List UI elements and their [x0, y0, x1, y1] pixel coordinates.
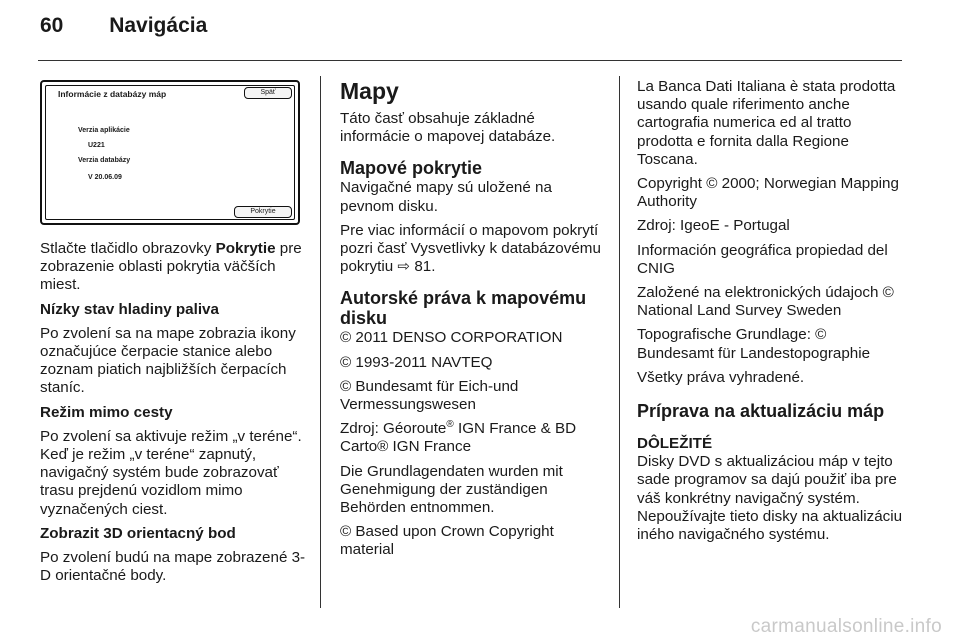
- copyright-italy: La Banca Dati Italiana è stata prodotta usando quale riferimento anche cartografia numerica ed al tratto prodotta e fornita dalla Regione Toscana.: [637, 78, 896, 168]
- page-number: 60: [40, 14, 64, 37]
- coverage-p2: Pre viac informácií o mapovom pokrytí pozri časť Vysvetlivky k databázovému pokrytiu ⇨ 81.: [340, 221, 601, 276]
- fuel-text: Po zvolení sa na mape zobrazia ikony označujúce čerpacie stanice alebo zoznam piatich najbližších čerpacích staníc.: [40, 324, 296, 397]
- view3d-heading: Zobrazit 3D orientacný bod: [40, 524, 236, 542]
- column-2: [340, 78, 606, 566]
- coverage-heading: Mapové pokrytie: [340, 158, 483, 179]
- coverage-instruction: Stlačte tlačidlo obrazovky Pokrytie pre zobrazenie oblasti pokrytia väčších miest.: [40, 240, 302, 294]
- copyright-switzerland: Topografische Grundlage: © Bundesamt für Landestopographie: [637, 326, 871, 362]
- copyright-crown: © Based upon Crown Copyright material: [340, 523, 554, 559]
- view3d-text: Po zvolení budú na mape zobrazené 3-D orientačné body.: [40, 549, 306, 585]
- header-rule: [38, 60, 902, 61]
- screen-frame: [45, 85, 295, 220]
- map-database-screen-figure: [40, 80, 300, 225]
- coverage-button[interactable]: Pokrytie: [234, 206, 292, 218]
- column-divider-1: [320, 76, 321, 608]
- copyright-ign: Zdroj: Géoroute® IGN France & BD Carto® IGN France: [340, 419, 577, 456]
- rights-reserved: Všetky práva vyhradené.: [637, 368, 805, 386]
- watermark: carmanualsonline.info: [750, 616, 942, 637]
- column-1: [40, 240, 306, 591]
- column-divider-2: [619, 76, 620, 608]
- offroad-text: Po zvolení sa aktivuje režim „v teréne“. Keď je režim „v teréne“ zapnutý, navigačný systém bude zobrazovať trasu prejdenú vozidlom mimo vyznačených ciest.: [40, 427, 302, 518]
- important-text: Disky DVD s aktualizáciou máp v tejto sade programov sa dajú použiť iba pre váš konkrétny navigačný systém. Nepoužívajte tieto disky na aktualizáciu iného navigačného systému.: [637, 453, 903, 544]
- copyright-navteq: © 1993-2011 NAVTEQ: [340, 353, 493, 371]
- screen-title: Informácie z databázy máp: [58, 89, 167, 99]
- copyright-authorities: Die Grundlagendaten wurden mit Genehmigung der zuständigen Behörden entnommen.: [340, 462, 563, 517]
- copyright-portugal: Zdroj: IgeoE - Portugal: [637, 217, 790, 235]
- copyright-denso: © 2011 DENSO CORPORATION: [340, 329, 563, 347]
- copyright-heading: Autorské práva k mapovému disku: [340, 288, 587, 329]
- page-title: Navigácia: [109, 14, 208, 37]
- page-header: [40, 14, 207, 38]
- section-title-maps: Mapy: [340, 78, 399, 104]
- db-version-value: V 20.06.09: [88, 174, 122, 181]
- copyright-norway: Copyright © 2000; Norwegian Mapping Authority: [637, 175, 899, 211]
- app-version-value: U221: [88, 142, 105, 149]
- important-label: DÔLEŽITÉ: [637, 435, 713, 453]
- fuel-heading: Nízky stav hladiny paliva: [40, 300, 219, 318]
- column-3: [637, 78, 905, 550]
- copyright-sweden: Založené na elektronických údajoch © National Land Survey Sweden: [637, 284, 894, 320]
- app-version-label: Verzia aplikácie: [78, 127, 130, 134]
- coverage-p1: Navigačné mapy sú uložené na pevnom disku.: [340, 179, 552, 215]
- offroad-heading: Režim mimo cesty: [40, 403, 173, 421]
- back-button[interactable]: Späť: [244, 87, 292, 99]
- arrow-reference-icon: ⇨: [397, 258, 411, 276]
- maps-intro: Táto časť obsahuje základné informácie o mapovej databáze.: [340, 110, 556, 146]
- update-heading: Príprava na aktualizáciu máp: [637, 401, 885, 422]
- db-version-label: Verzia databázy: [78, 157, 131, 164]
- copyright-bev: © Bundesamt für Eich-und Vermessungswesen: [340, 377, 519, 414]
- copyright-spain: Información geográfica propiedad del CNIG: [637, 241, 888, 277]
- coverage-term: Pokrytie: [215, 240, 276, 257]
